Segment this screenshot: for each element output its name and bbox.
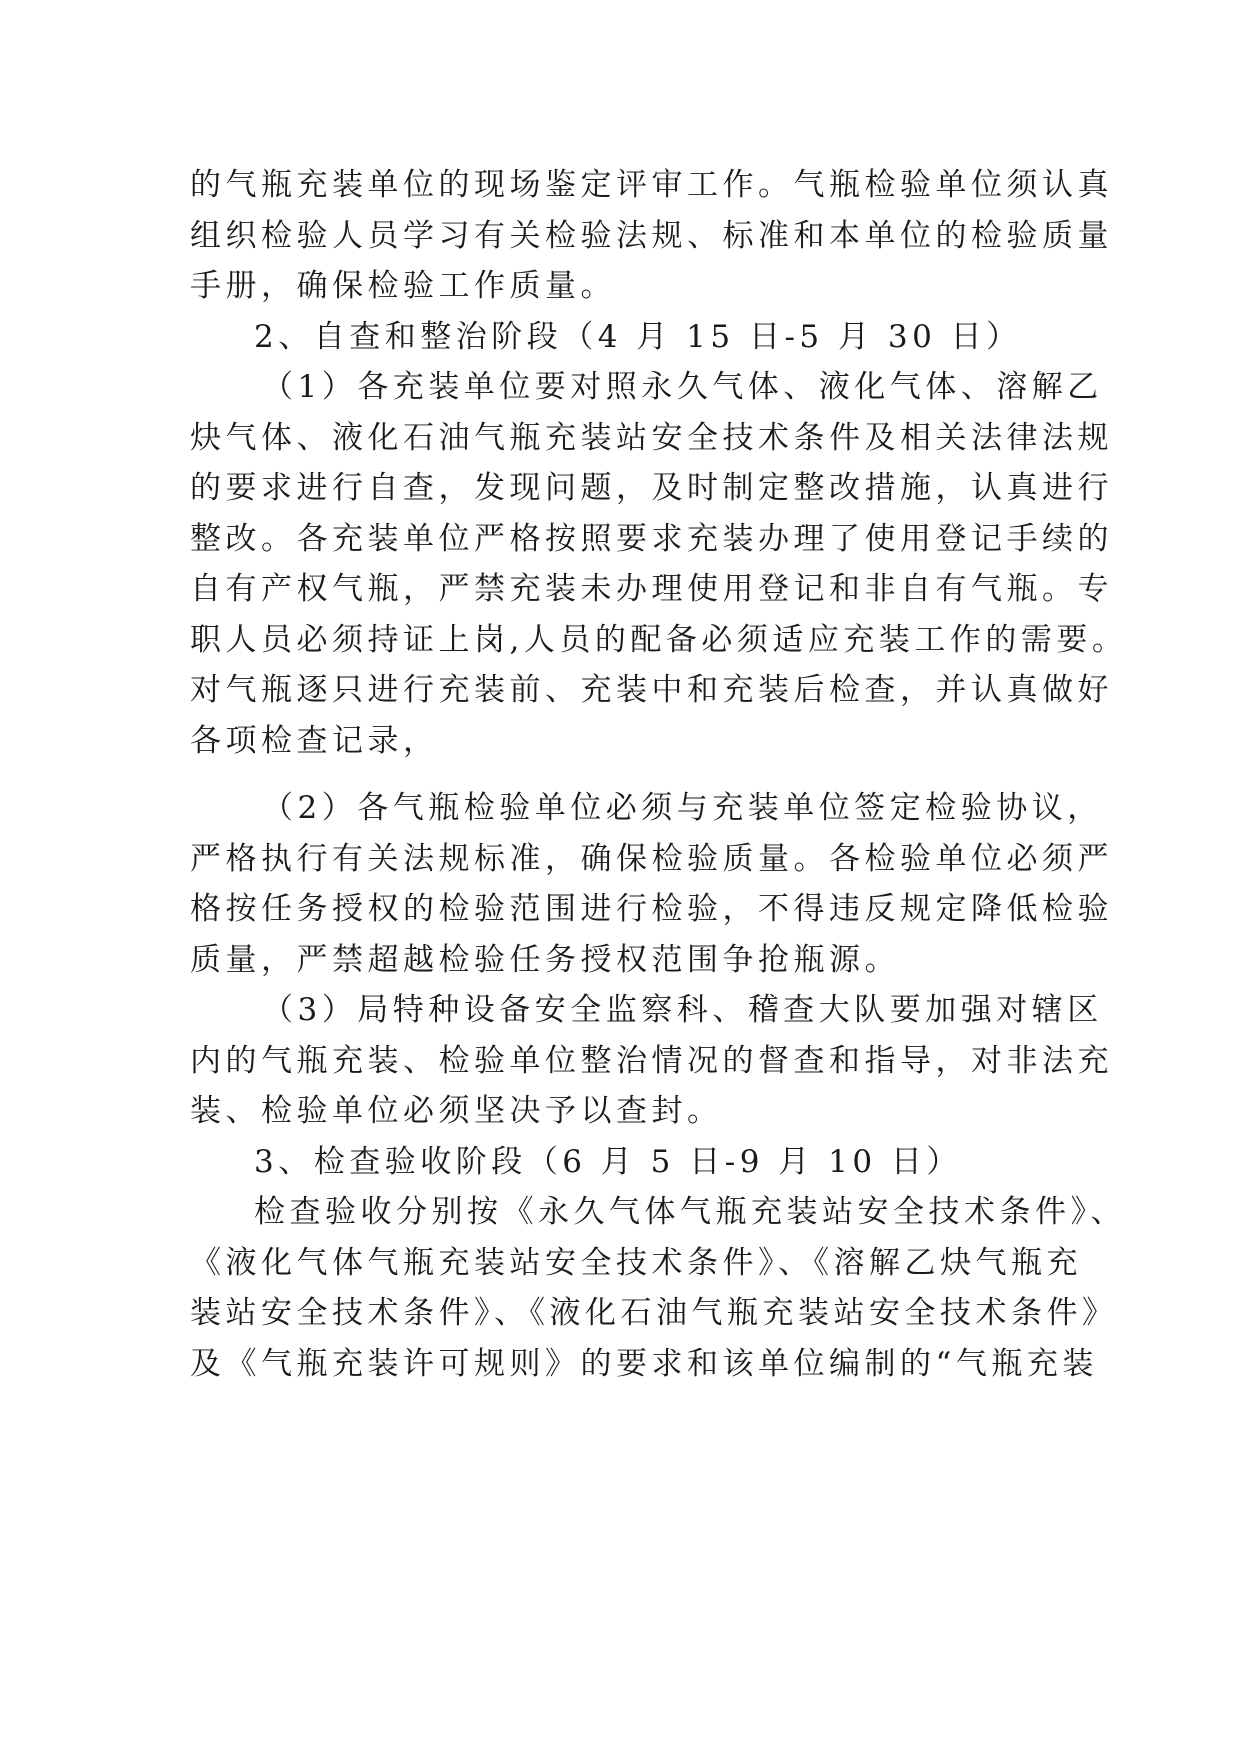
text-line: 装站安全技术条件》、《液化石油气瓶充装站安全技术条件》 bbox=[190, 1295, 1118, 1331]
text-line: 自有产权气瓶，严禁充装未办理使用登记和非自有气瓶。专 bbox=[190, 571, 1113, 607]
text-line: 手册，确保检验工作质量。 bbox=[190, 268, 616, 304]
text-line: 及《气瓶充装许可规则》的要求和该单位编制的“气瓶充装 bbox=[190, 1345, 1098, 1382]
text-line: 职人员必须持证上岗,人员的配备必须适应充装工作的需要。 bbox=[190, 621, 1128, 658]
text-line: 对气瓶逐只进行充装前、充装中和充装后检查，并认真做好 bbox=[190, 672, 1113, 708]
text-line: 质量，严禁超越检验任务授权范围争抢瓶源。 bbox=[190, 941, 900, 978]
section-heading-3: 3、检查验收阶段（6 月 5 日-9 月 10 日） bbox=[254, 1143, 962, 1180]
text-line: 整改。各充装单位严格按照要求充装办理了使用登记手续的 bbox=[190, 520, 1113, 557]
text-line: 的气瓶充装单位的现场鉴定评审工作。气瓶检验单位须认真 bbox=[190, 167, 1113, 203]
document-body bbox=[190, 160, 1128, 1389]
text-line: 格按任务授权的检验范围进行检验，不得违反规定降低检验 bbox=[190, 891, 1113, 927]
section-heading-2: 2、自查和整治阶段（4 月 15 日-5 月 30 日） bbox=[254, 318, 1022, 355]
paragraph-item-3-start: （3）局特种设备安全监察科、稽查大队要加强对辖区 bbox=[262, 992, 1103, 1028]
text-line: 严格执行有关法规标准，确保检验质量。各检验单位必须严 bbox=[190, 840, 1113, 877]
paragraph-inspection-start: 检查验收分别按《永久气体气瓶充装站安全技术条件》、 bbox=[254, 1194, 1126, 1230]
paragraph-item-1-start: （1）各充装单位要对照永久气体、液化气体、溶解乙 bbox=[262, 369, 1103, 405]
text-line: 装、检验单位必须坚决予以查封。 bbox=[190, 1093, 723, 1129]
text-line: 内的气瓶充装、检验单位整治情况的督查和指导，对非法充 bbox=[190, 1042, 1113, 1079]
text-line: 炔气体、液化石油气瓶充装站安全技术条件及相关法律法规 bbox=[190, 419, 1113, 456]
text-line: 的要求进行自查，发现问题，及时制定整改措施，认真进行 bbox=[190, 470, 1113, 506]
text-line: 各项检查记录， bbox=[190, 722, 439, 759]
text-line: 《液化气体气瓶充装站安全技术条件》、《溶解乙炔气瓶充 bbox=[190, 1244, 1082, 1281]
paragraph-item-2-start: （2）各气瓶检验单位必须与充装单位签定检验协议， bbox=[262, 790, 1103, 826]
text-line: 组织检验人员学习有关检验法规、标准和本单位的检验质量 bbox=[190, 217, 1113, 254]
